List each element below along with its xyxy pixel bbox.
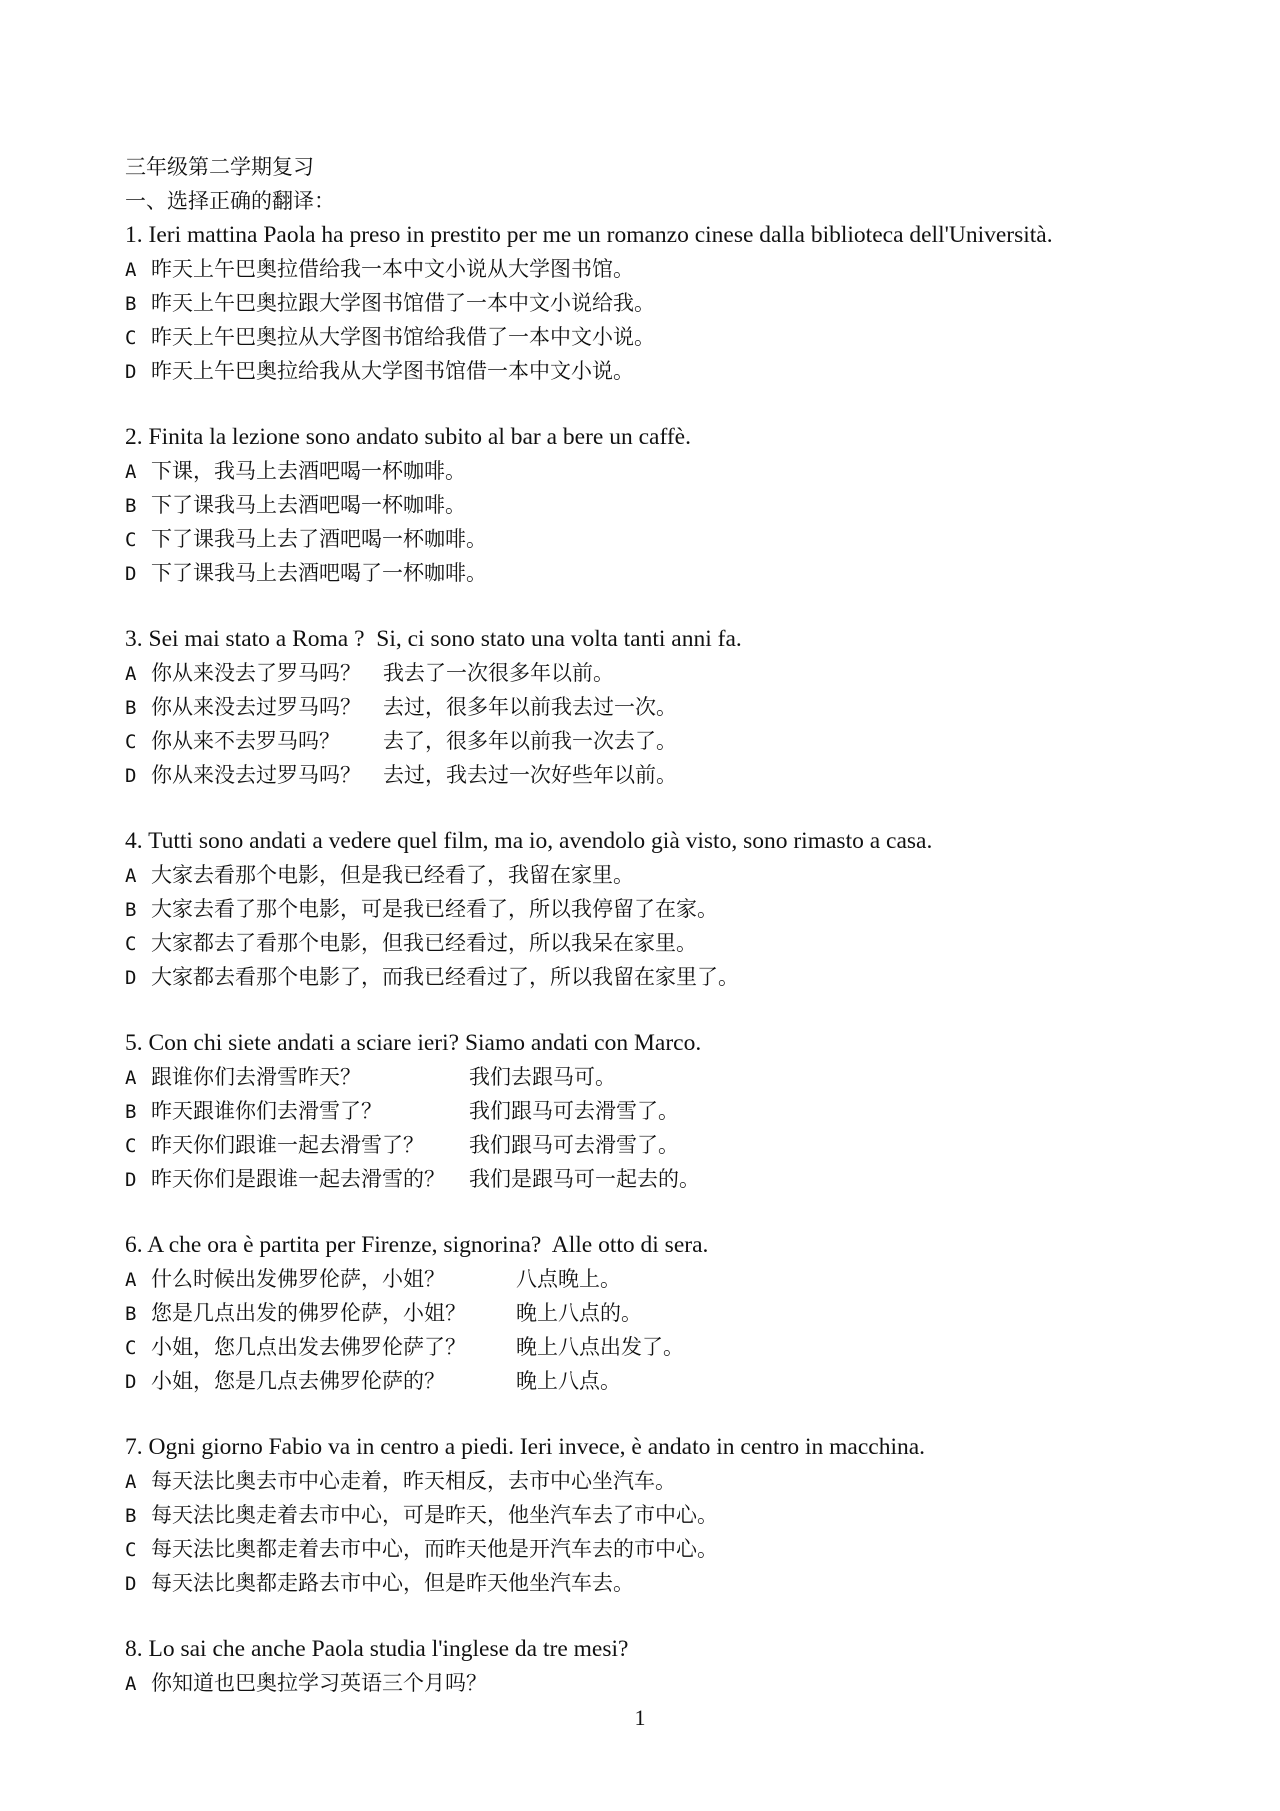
option-letter: C <box>125 327 137 349</box>
section-heading: 一、选择正确的翻译： <box>125 189 335 213</box>
option-text: 每天法比奥都走着去市中心，而昨天他是开汽车去的市中心。 <box>151 1537 718 1561</box>
option-text: 下了课我马上去酒吧喝一杯咖啡。 <box>151 493 466 517</box>
option-letter: B <box>125 495 137 517</box>
option-text: 下了课我马上去酒吧喝了一杯咖啡。 <box>151 561 487 585</box>
answer-option <box>125 286 1245 320</box>
option-letter: C <box>125 1337 137 1359</box>
answer-option <box>125 1162 1245 1196</box>
answer-option <box>125 1498 1245 1532</box>
page-number: 1 <box>634 1705 646 1730</box>
option-letter: C <box>125 1539 137 1561</box>
answer-option <box>125 1060 1245 1094</box>
answer-option <box>125 926 1245 960</box>
option-letter: D <box>125 1573 137 1595</box>
answer-option <box>125 522 1245 556</box>
answer-option <box>125 1566 1245 1600</box>
question-prompt: 2. Finita la lezione sono andato subito al bar a bere un caffè. <box>125 424 691 450</box>
question-spacer <box>125 1600 1245 1632</box>
answer-option <box>125 892 1245 926</box>
option-text: 您是几点出发的佛罗伦萨，小姐？ <box>151 1301 466 1325</box>
question-prompt: 8. Lo sai che anche Paola studia l'inglese da tre mesi? <box>125 1636 629 1662</box>
question-prompt: 3. Sei mai stato a Roma ? Si, ci sono stato una volta tanti anni fa. <box>125 626 742 652</box>
option-letter: A <box>125 663 137 685</box>
option-letter: B <box>125 697 137 719</box>
answer-option <box>125 858 1245 892</box>
question-block <box>125 218 1245 420</box>
question-block <box>125 622 1245 824</box>
option-text: 什么时候出发佛罗伦萨，小姐？ <box>151 1267 445 1291</box>
option-letter: C <box>125 1135 137 1157</box>
option-letter: A <box>125 461 137 483</box>
question-block <box>125 1026 1245 1228</box>
option-text: 昨天你们是跟谁一起去滑雪的？ <box>151 1167 445 1191</box>
answer-option <box>125 354 1245 388</box>
question-block <box>125 1632 1245 1700</box>
option-letter: A <box>125 1269 137 1291</box>
option-letter: A <box>125 1067 137 1089</box>
question-prompt: 7. Ogni giorno Fabio va in centro a piedi. Ieri invece, è andato in centro in macchina. <box>125 1434 926 1460</box>
option-letter: B <box>125 293 137 315</box>
answer-option <box>125 1666 1245 1700</box>
question-spacer <box>125 590 1245 622</box>
answer-option <box>125 960 1245 994</box>
answer-option <box>125 1262 1245 1296</box>
option-answer: 晚上八点。 <box>516 1369 621 1393</box>
answer-option <box>125 724 1245 758</box>
option-letter: A <box>125 1673 137 1695</box>
option-answer: 晚上八点出发了。 <box>516 1335 684 1359</box>
option-letter: A <box>125 865 137 887</box>
question-block <box>125 1430 1245 1632</box>
answer-option <box>125 656 1245 690</box>
answer-option <box>125 1094 1245 1128</box>
option-text: 你从来没去过罗马吗？ <box>151 695 361 719</box>
answer-option <box>125 1532 1245 1566</box>
option-text: 昨天上午巴奥拉借给我一本中文小说从大学图书馆。 <box>151 257 634 281</box>
answer-option <box>125 556 1245 590</box>
question-block <box>125 824 1245 1026</box>
answer-option <box>125 1464 1245 1498</box>
option-answer: 去了，很多年以前我一次去了。 <box>383 729 677 753</box>
option-text: 你从来不去罗马吗？ <box>151 729 340 753</box>
option-letter: D <box>125 563 137 585</box>
question-block <box>125 420 1245 622</box>
option-letter: B <box>125 1303 137 1325</box>
option-answer: 晚上八点的。 <box>516 1301 642 1325</box>
question-spacer <box>125 994 1245 1026</box>
question-prompt: 5. Con chi siete andati a sciare ieri? Siamo andati con Marco. <box>125 1030 702 1056</box>
option-text: 大家去看了那个电影，可是我已经看了，所以我停留了在家。 <box>151 897 718 921</box>
question-spacer <box>125 1398 1245 1430</box>
answer-option <box>125 1128 1245 1162</box>
answer-option <box>125 1330 1245 1364</box>
answer-option <box>125 1364 1245 1398</box>
option-text: 昨天你们跟谁一起去滑雪了？ <box>151 1133 424 1157</box>
option-letter: D <box>125 1169 137 1191</box>
option-text: 你从来没去了罗马吗？ <box>151 661 361 685</box>
option-text: 每天法比奥都走路去市中心，但是昨天他坐汽车去。 <box>151 1571 634 1595</box>
option-text: 大家都去了看那个电影，但我已经看过，所以我呆在家里。 <box>151 931 697 955</box>
option-answer: 去过，很多年以前我去过一次。 <box>383 695 677 719</box>
option-answer: 我们是跟马可一起去的。 <box>469 1167 700 1191</box>
option-text: 跟谁你们去滑雪昨天？ <box>151 1065 361 1089</box>
option-answer: 我去了一次很多年以前。 <box>383 661 614 685</box>
answer-option <box>125 1296 1245 1330</box>
option-text: 下课，我马上去酒吧喝一杯咖啡。 <box>151 459 466 483</box>
option-letter: D <box>125 1371 137 1393</box>
option-text: 大家去看那个电影，但是我已经看了，我留在家里。 <box>151 863 634 887</box>
option-text: 昨天上午巴奥拉从大学图书馆给我借了一本中文小说。 <box>151 325 655 349</box>
option-letter: A <box>125 1471 137 1493</box>
answer-option <box>125 320 1245 354</box>
option-letter: B <box>125 1505 137 1527</box>
option-letter: A <box>125 259 137 281</box>
question-spacer <box>125 388 1245 420</box>
option-text: 小姐，您几点出发去佛罗伦萨了？ <box>151 1335 466 1359</box>
option-letter: D <box>125 967 137 989</box>
question-list <box>125 218 1245 1700</box>
option-text: 小姐，您是几点去佛罗伦萨的？ <box>151 1369 445 1393</box>
document-page <box>125 150 1245 1700</box>
option-answer: 我们去跟马可。 <box>469 1065 616 1089</box>
option-letter: B <box>125 1101 137 1123</box>
option-text: 每天法比奥走着去市中心，可是昨天，他坐汽车去了市中心。 <box>151 1503 718 1527</box>
option-letter: C <box>125 933 137 955</box>
question-block <box>125 1228 1245 1430</box>
question-spacer <box>125 792 1245 824</box>
option-letter: C <box>125 529 137 551</box>
option-text: 你知道也巴奥拉学习英语三个月吗？ <box>151 1671 487 1695</box>
option-letter: C <box>125 731 137 753</box>
answer-option <box>125 758 1245 792</box>
option-answer: 我们跟马可去滑雪了。 <box>469 1099 679 1123</box>
question-spacer <box>125 1196 1245 1228</box>
document-title: 三年级第二学期复习 <box>125 155 314 179</box>
option-letter: D <box>125 765 137 787</box>
answer-option <box>125 454 1245 488</box>
option-answer: 我们跟马可去滑雪了。 <box>469 1133 679 1157</box>
question-prompt: 4. Tutti sono andati a vedere quel film, ma io, avendolo già visto, sono rimasto a casa. <box>125 828 933 854</box>
option-text: 每天法比奥去市中心走着，昨天相反，去市中心坐汽车。 <box>151 1469 676 1493</box>
option-text: 昨天上午巴奥拉跟大学图书馆借了一本中文小说给我。 <box>151 291 655 315</box>
question-prompt: 6. A che ora è partita per Firenze, signorina? Alle otto di sera. <box>125 1232 709 1258</box>
option-text: 大家都去看那个电影了，而我已经看过了，所以我留在家里了。 <box>151 965 739 989</box>
option-answer: 去过，我去过一次好些年以前。 <box>383 763 677 787</box>
option-answer: 八点晚上。 <box>516 1267 621 1291</box>
option-text: 昨天上午巴奥拉给我从大学图书馆借一本中文小说。 <box>151 359 634 383</box>
answer-option <box>125 488 1245 522</box>
option-text: 你从来没去过罗马吗？ <box>151 763 361 787</box>
option-letter: D <box>125 361 137 383</box>
option-text: 下了课我马上去了酒吧喝一杯咖啡。 <box>151 527 487 551</box>
option-letter: B <box>125 899 137 921</box>
option-text: 昨天跟谁你们去滑雪了？ <box>151 1099 382 1123</box>
answer-option <box>125 690 1245 724</box>
answer-option <box>125 252 1245 286</box>
question-prompt: 1. Ieri mattina Paola ha preso in prestito per me un romanzo cinese dalla biblioteca dell'Università. <box>125 222 1053 248</box>
